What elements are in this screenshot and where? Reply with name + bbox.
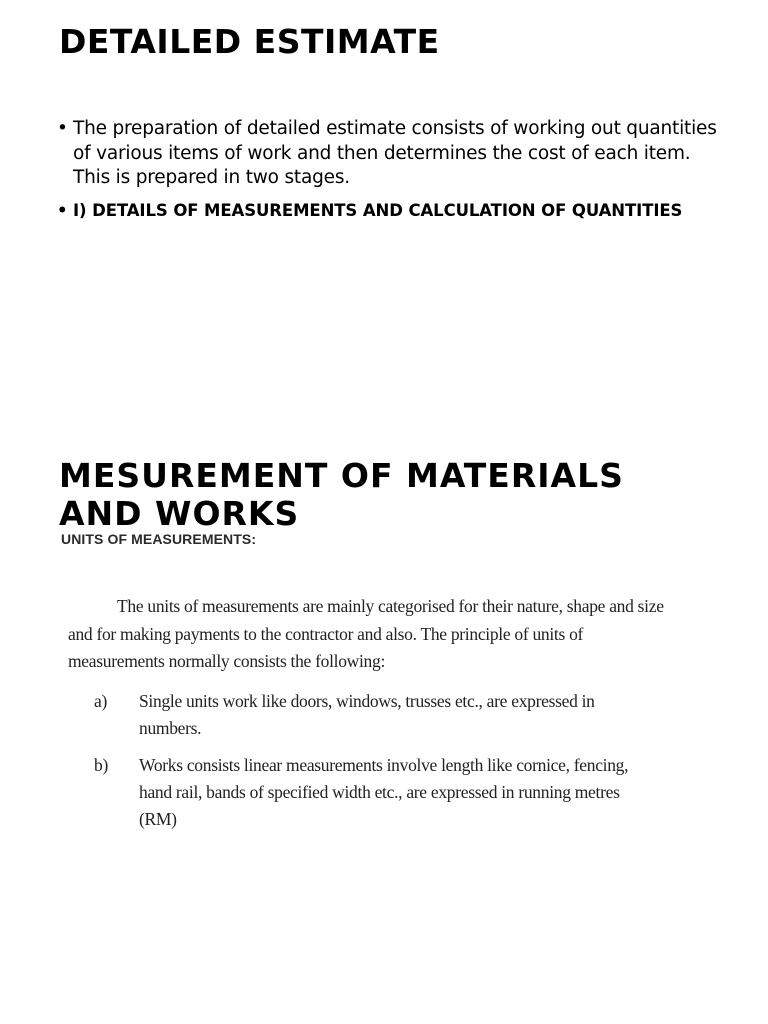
bullet-item-intro <box>57 117 717 191</box>
list-item-text: Works consists linear measurements involve length like cornice, fencing, hand rail, bands of specified width etc., are expressed in running metres (RM) <box>139 755 629 829</box>
excerpt-paragraph: The units of measurements are mainly categorised for their nature, shape and size and for making payments to the contractor and also. The principle of units of measurements normally consists the following: <box>68 596 664 671</box>
bullet-item-stage-one <box>57 200 717 222</box>
bullet-marker: • <box>57 118 68 139</box>
bullet-list <box>57 117 717 222</box>
bullet-marker: • <box>57 200 68 220</box>
list-item-text: Single units work like doors, windows, trusses etc., are expressed in numbers. <box>139 691 595 738</box>
scanned-excerpt <box>59 527 699 847</box>
excerpt-list-item <box>94 752 674 833</box>
list-item-letter: b) <box>94 755 108 775</box>
excerpt-list-item <box>94 688 674 742</box>
bullet-text: I) DETAILS OF MEASUREMENTS AND CALCULATION OF QUANTITIES <box>73 200 683 220</box>
section-title: MESUREMENT OF MATERIALS AND WORKS <box>59 457 624 527</box>
page-title: DETAILED ESTIMATE <box>59 22 440 61</box>
excerpt-heading: UNITS OF MEASUREMENTS: <box>61 531 257 547</box>
bullet-text: The preparation of detailed estimate consists of working out quantities of various items of work and then determines the cost of each item. This is prepared in two stages. <box>73 118 717 188</box>
list-item-letter: a) <box>94 691 107 711</box>
